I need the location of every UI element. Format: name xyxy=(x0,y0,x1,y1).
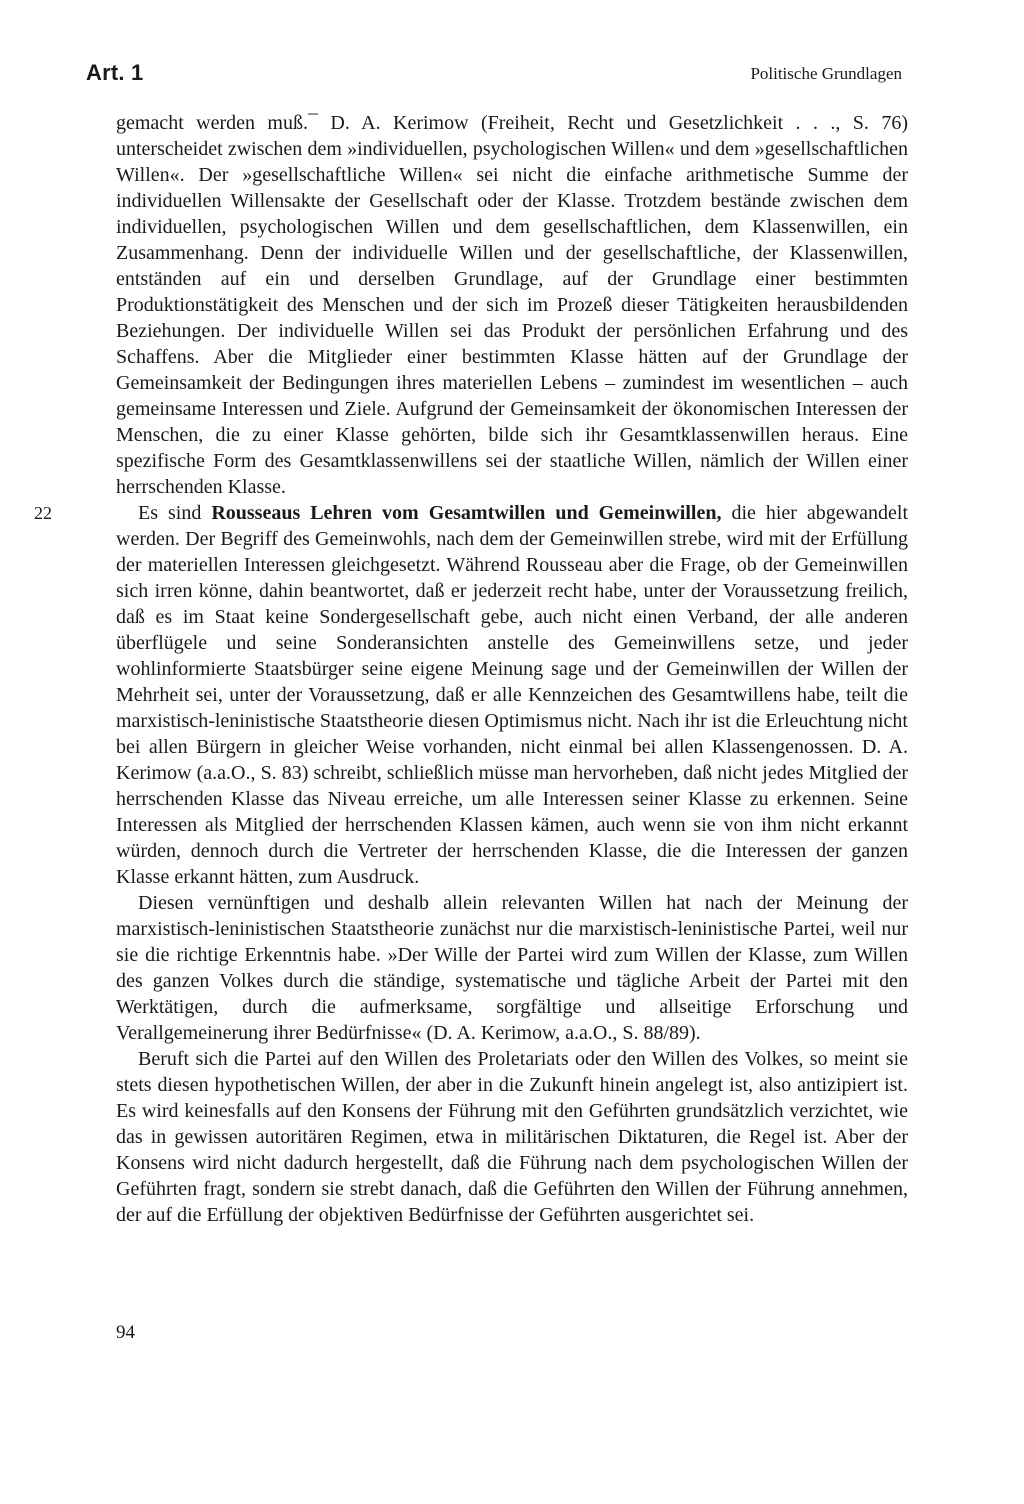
article-label: Art. 1 xyxy=(86,60,144,85)
margin-number: 22 xyxy=(34,503,52,523)
paragraph-text: Beruft sich die Partei auf den Willen des Proletariats oder den Willen des Volkes, so meint sie stets diesen hypothetischen Willen, der aber in die Zukunft hinein angelegt ist, also antizipiert ist. Es wird keinesfalls auf den Konsens der Führung mit den Geführten grundsätzlich verzichtet, wie das in gewissen autoritären Regimen, etwa in militärischen Diktaturen, die Regel ist. Aber der Konsens wird nicht dadurch hergestellt, daß die Führung nach dem psychologischen Willen der Geführten fragt, sondern sie strebt danach, daß die Geführten den Willen der Führung annehmen, der auf die Erfüllung der objektiven Bedürfnisse der Geführten ausgerichtet sei. xyxy=(116,1048,908,1226)
paragraph-party-will xyxy=(116,890,908,1046)
paragraph-margin-22 xyxy=(34,500,908,890)
paragraph-consensus xyxy=(116,1046,908,1228)
emphasis-text: Rousseaus Lehren vom Gesamtwillen und Gemeinwillen, xyxy=(211,502,722,524)
body-text xyxy=(34,110,908,1228)
paragraph-text: gemacht werden muß.¯ D. A. Kerimow (Freiheit, Recht und Gesetzlichkeit . . ., S. 76) unterscheidet zwischen dem »individuellen, psychologischen Willen« und dem »gesellschaftlichen Willen«. Der »gesellschaftliche Willen« sei nicht die einfache arithmetische Summe der individuellen Willensakte der Gesellschaft oder der Klasse. Trotzdem bestände zwischen dem individuellen, psychologischen Willen und dem gesellschaftlichen, dem Klassenwillen, ein Zusammenhang. Denn der individuelle Willen und der gesellschaftliche, der Klassenwillen, entständen auf ein und derselben Grundlage, auf der Grundlage einer bestimmten Produktionstätigkeit des Menschen und der sich im Prozeß dieser Tätigkeiten herausbildenden Beziehungen. Der individuelle Willen sei das Produkt der persönlichen Erfahrung und des Schaffens. Aber die Mitglieder einer bestimmten Klasse hätten auf der Grundlage der Gemeinsamkeit der Bedingungen ihres materiellen Lebens – zumindest im wesentlichen – auch gemeinsame Interessen und Ziele. Aufgrund der Gemeinsamkeit der ökonomischen Interessen der Menschen, die zu einer Klasse gehörten, bilde sich ihr Gesamtklassenwillen heraus. Eine spezifische Form des Gesamtklassenwillens sei der staatliche Willen, nämlich der Willen einer herrschenden Klasse. xyxy=(116,112,908,498)
paragraph-continuation xyxy=(116,110,908,500)
paragraph-lead: Es sind xyxy=(138,502,212,524)
running-header xyxy=(86,58,902,94)
paragraph-text: Diesen vernünftigen und deshalb allein relevanten Willen hat nach der Meinung der marxistisch-leninistischen Staatstheorie zunächst nur die marxistisch-leninistische Partei, weil nur sie die richtige Erkenntnis habe. »Der Wille der Partei wird zum Willen der Klasse, zum Willen des ganzen Volkes durch die ständige, systematische und tägliche Arbeit der Partei mit den Werktätigen, durch die aufmerksame, sorgfältige und allseitige Erforschung und Verallgemeinerung ihrer Bedürfnisse« (D. A. Kerimow, a.a.O., S. 88/89). xyxy=(116,892,908,1044)
page-number: 94 xyxy=(116,1322,135,1343)
section-title: Politische Grundlagen xyxy=(750,64,902,83)
paragraph-text: die hier abgewandelt werden. Der Begriff des Gemeinwohls, nach dem der Gemeinwillen strebe, wird mit der Erfüllung der materiellen Interessen gleichgesetzt. Während Rousseau aber die Frage, ob der Gemeinwillen sich irren könne, dahin beantwortet, daß er jederzeit recht habe, unter der Voraussetzung freilich, daß es im Staat keine Sondergesellschaft gebe, auch nicht einen Verband, der alle anderen überflügele und seine Sonderansichten anstelle des Gemeinwillens setze, und jeder wohlinformierte Staatsbürger seine eigene Meinung sage und der Gemeinwillen der Willen der Mehrheit sei, unter der Voraussetzung, daß er alle Kennzeichen des Gesamtwillens habe, teilt die marxistisch-leninistische Staatstheorie diesen Optimismus nicht. Nach ihr ist die Erleuchtung nicht bei allen Bürgern in gleicher Weise vorhanden, nicht einmal bei allen Klassengenossen. D. A. Kerimow (a.a.O., S. 83) schreibt, schließlich müsse man hervorheben, daß nicht jedes Mitglied der herrschenden Klasse das Niveau erreiche, um alle Interessen seiner Klasse zu erkennen. Seine Interessen als Mitglied der herrschenden Klassen kämen, auch wenn sie von ihm nicht erkannt würden, dennoch durch die Vertreter der herrschenden Klasse, die die Interessen der ganzen Klasse erkannt hätten, zum Ausdruck. xyxy=(116,502,908,888)
